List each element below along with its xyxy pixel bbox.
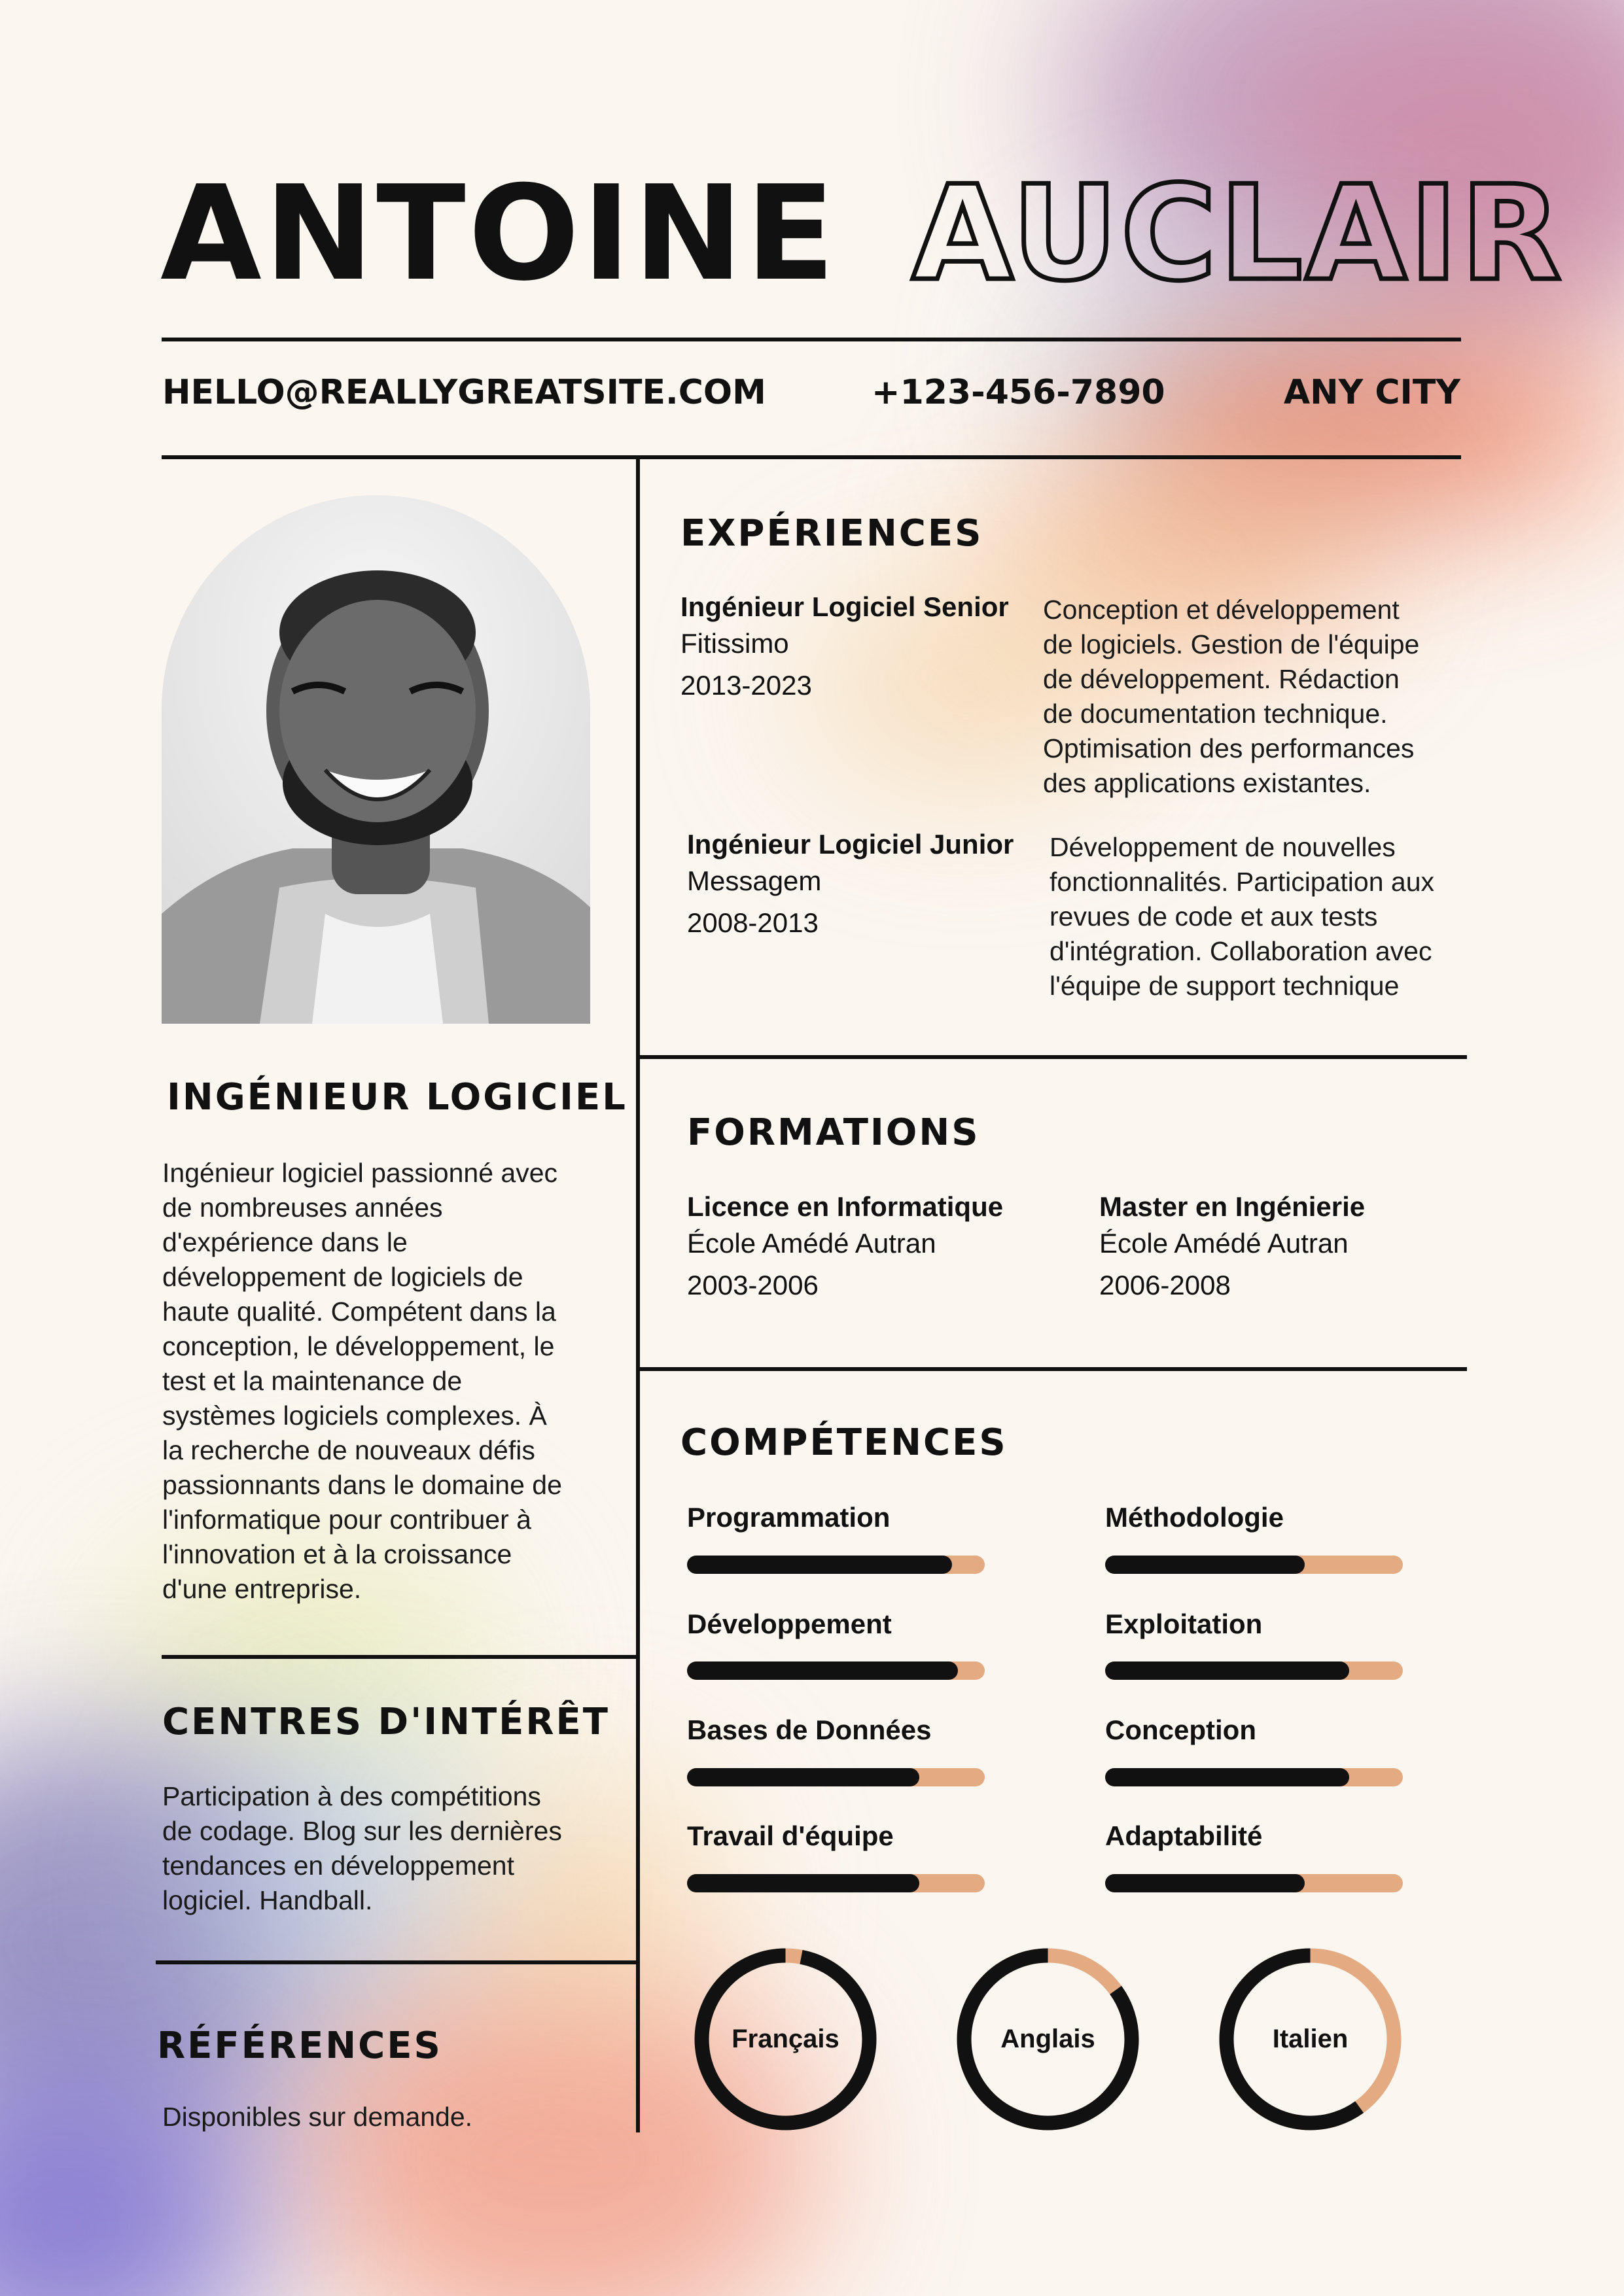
- job-company: Fitissimo: [680, 628, 789, 659]
- language-ring: [955, 1946, 1141, 2132]
- text-line: Développement de nouvelles: [1050, 832, 1396, 862]
- skill-bar-fill: [1105, 1874, 1305, 1892]
- first-name: ANTOINE: [160, 158, 838, 310]
- degree: Licence en Informatique: [687, 1191, 1004, 1222]
- years: 2006-2008: [1099, 1270, 1231, 1300]
- skill-bar-fill: [1105, 1556, 1305, 1574]
- interests-text: [162, 1779, 607, 1918]
- education-entry: [1099, 1191, 1365, 1306]
- divider: [156, 1960, 636, 1964]
- contact-phone: +123-456-7890: [872, 373, 1165, 412]
- text-line: tendances en développement: [162, 1851, 514, 1881]
- name-heading: [160, 158, 1564, 310]
- language-ring: [1217, 1946, 1403, 2132]
- text-line: développement de logiciels de: [162, 1262, 523, 1292]
- skill-bar: [687, 1661, 985, 1680]
- job-title: Ingénieur Logiciel Senior: [680, 591, 1009, 622]
- skill-bar: [1105, 1874, 1403, 1892]
- job-years: 2008-2013: [687, 907, 819, 938]
- last-name: AUCLAIR: [911, 158, 1564, 310]
- text-line: de développement. Rédaction: [1043, 664, 1400, 694]
- divider: [162, 1655, 636, 1659]
- job-description: [1050, 830, 1468, 1003]
- skill-label: Adaptabilité: [1105, 1820, 1263, 1851]
- skill-bar: [687, 1556, 985, 1574]
- text-line: conception, le développement, le: [162, 1331, 555, 1361]
- skill-bar: [1105, 1556, 1403, 1574]
- school: École Amédé Autran: [687, 1228, 936, 1259]
- text-line: revues de code et aux tests: [1050, 901, 1378, 931]
- text-line: de codage. Blog sur les dernières: [162, 1816, 562, 1846]
- language-label: Français: [732, 2025, 839, 2053]
- years: 2003-2006: [687, 1270, 819, 1300]
- education-entry: [687, 1191, 1003, 1306]
- column-divider: [636, 458, 640, 2132]
- text-line: test et la maintenance de: [162, 1366, 463, 1396]
- job-entry: [680, 591, 1009, 706]
- degree: Master en Ingénierie: [1099, 1191, 1366, 1222]
- language-ring: [692, 1946, 879, 2132]
- job-years: 2013-2023: [680, 670, 812, 701]
- skill-bar-fill: [687, 1874, 919, 1892]
- divider: [162, 455, 1461, 459]
- job-company: Messagem: [687, 865, 822, 896]
- profile-photo: [162, 495, 590, 1024]
- text-line: la recherche de nouveaux défis: [162, 1435, 535, 1465]
- skill-bar-fill: [687, 1556, 952, 1574]
- skill-bar: [687, 1874, 985, 1892]
- job-description: [1043, 593, 1462, 801]
- skill-label: Travail d'équipe: [687, 1820, 894, 1851]
- text-line: de documentation technique.: [1043, 699, 1388, 729]
- education-title: FORMATIONS: [687, 1111, 980, 1154]
- divider: [636, 1367, 1467, 1371]
- text-line: de nombreuses années: [162, 1192, 443, 1223]
- skill-bar: [1105, 1661, 1403, 1680]
- text-line: Conception et développement: [1043, 595, 1400, 625]
- skill-label: Méthodologie: [1105, 1502, 1284, 1533]
- skill-bar-fill: [687, 1661, 958, 1680]
- text-line: l'innovation et à la croissance: [162, 1539, 512, 1569]
- text-line: Ingénieur logiciel passionné avec: [162, 1158, 558, 1188]
- skill-bar-fill: [1105, 1768, 1349, 1786]
- skills-title: COMPÉTENCES: [680, 1421, 1008, 1464]
- skill-label: Développement: [687, 1609, 892, 1639]
- skill-bar: [1105, 1768, 1403, 1786]
- text-line: des applications existantes.: [1043, 768, 1371, 798]
- text-line: l'équipe de support technique: [1050, 971, 1400, 1001]
- experience-title: EXPÉRIENCES: [680, 512, 983, 555]
- skill-bar-fill: [1105, 1661, 1349, 1680]
- text-line: d'expérience dans le: [162, 1227, 408, 1257]
- job-title: Ingénieur Logiciel Junior: [687, 829, 1014, 860]
- text-line: d'une entreprise.: [162, 1574, 362, 1604]
- text-line: passionnants dans le domaine de: [162, 1470, 562, 1500]
- text-line: Optimisation des performances: [1043, 733, 1415, 763]
- text-line: systèmes logiciels complexes. À: [162, 1400, 547, 1431]
- contact-city: ANY CITY: [1283, 373, 1460, 412]
- skill-label: Programmation: [687, 1502, 891, 1533]
- text-line: l'informatique pour contribuer à: [162, 1505, 531, 1535]
- school: École Amédé Autran: [1099, 1228, 1349, 1259]
- divider: [636, 1055, 1467, 1059]
- interests-title: CENTRES D'INTÉRÊT: [162, 1701, 610, 1743]
- portrait-illustration: [162, 495, 590, 1024]
- text-line: de logiciels. Gestion de l'équipe: [1043, 629, 1420, 659]
- profile-title: INGÉNIEUR LOGICIEL: [167, 1076, 627, 1119]
- text-line: fonctionnalités. Participation aux: [1050, 867, 1435, 897]
- text-line: haute qualité. Compétent dans la: [162, 1296, 556, 1327]
- skill-label: Exploitation: [1105, 1609, 1263, 1639]
- skill-label: Bases de Données: [687, 1714, 932, 1745]
- references-title: RÉFÉRENCES: [157, 2025, 442, 2067]
- job-entry: [687, 829, 1014, 944]
- text-line: Participation à des compétitions: [162, 1781, 541, 1811]
- divider: [162, 338, 1461, 341]
- contact-email: HELLO@REALLYGREATSITE.COM: [162, 373, 766, 412]
- text-line: logiciel. Handball.: [162, 1885, 373, 1915]
- references-text: Disponibles sur demande.: [162, 2102, 473, 2132]
- language-label: Italien: [1272, 2025, 1349, 2053]
- skill-bar: [687, 1768, 985, 1786]
- skill-label: Conception: [1105, 1714, 1256, 1745]
- profile-summary: [162, 1156, 607, 1607]
- language-label: Anglais: [1000, 2025, 1095, 2053]
- text-line: d'intégration. Collaboration avec: [1050, 936, 1432, 966]
- skill-bar-fill: [687, 1768, 919, 1786]
